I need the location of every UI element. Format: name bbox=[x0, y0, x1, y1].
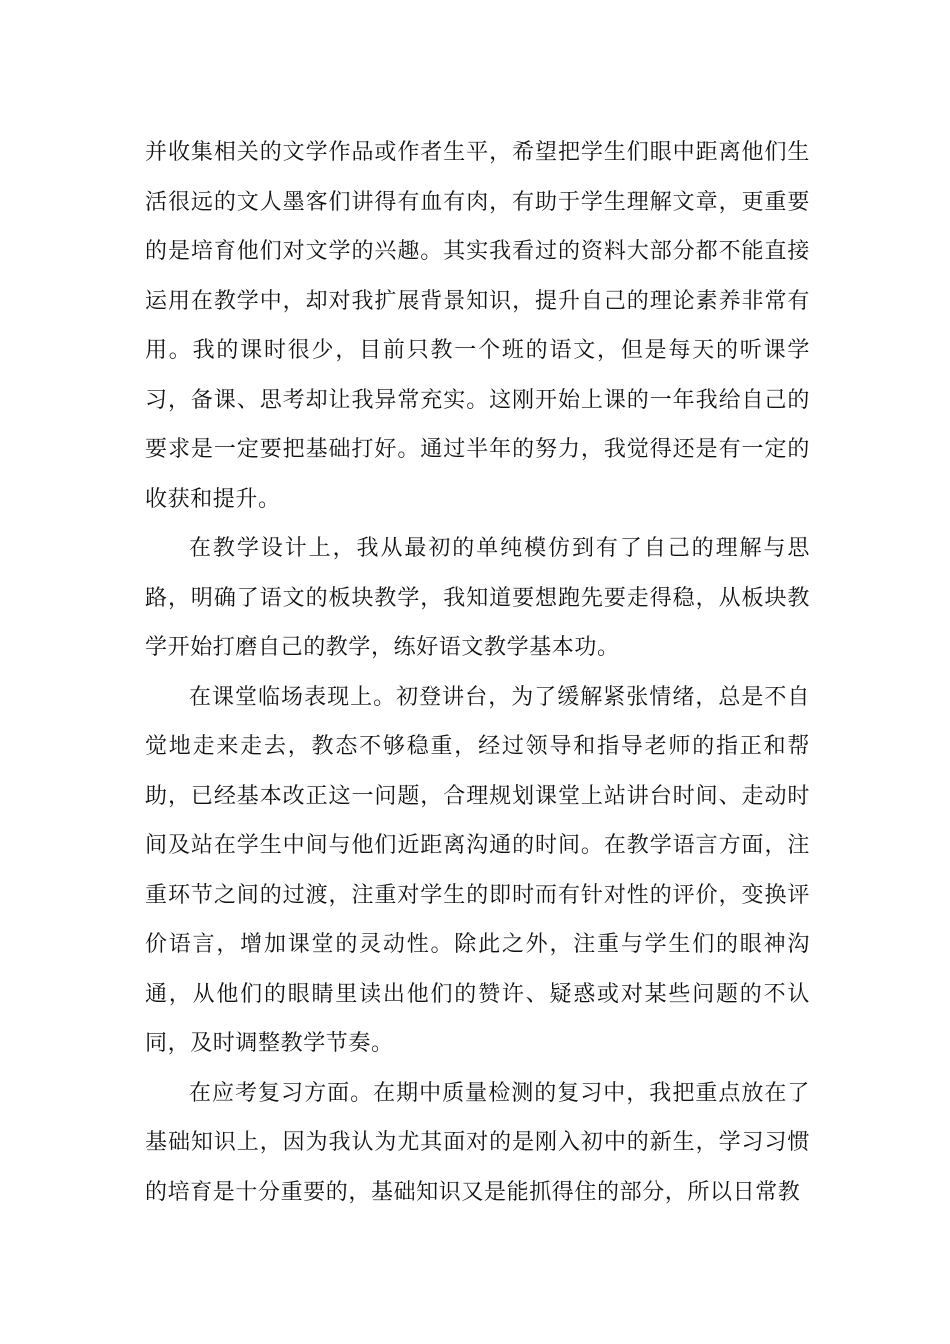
paragraph-4: 在应考复习方面。在期中质量检测的复习中，我把重点放在了基础知识上，因为我认为尤其面对的是刚入初中的新生，学习习惯的培育是十分重要的，基础知识又是能抓得住的部分，所以日常教 bbox=[145, 1080, 810, 1205]
paragraph-2: 在教学设计上，我从最初的单纯模仿到有了自己的理解与思路，明确了语文的板块教学，我知道要想跑先要走得稳，从板块教学开始打磨自己的教学，练好语文教学基本功。 bbox=[145, 536, 810, 660]
paragraph-3: 在课堂临场表现上。初登讲台，为了缓解紧张情绪，总是不自觉地走来走去，教态不够稳重，经过领导和指导老师的指正和帮助，已经基本改正这一问题，合理规划课堂上站讲台时间、走动时间及站在学生中间与他们近距离沟通的时间。在教学语言方面，注重环节之间的过渡，注重对学生的即时而有针对性的评价，变换评价语言，增加课堂的灵动性。除此之外，注重与学生们的眼神沟通，从他们的眼睛里读出他们的赞许、疑惑或对某些问题的不认同，及时调整教学节奏。 bbox=[145, 684, 810, 1056]
document-body bbox=[145, 128, 810, 1217]
paragraph-1: 并收集相关的文学作品或作者生平，希望把学生们眼中距离他们生活很远的文人墨客们讲得有血有肉，有助于学生理解文章，更重要的是培育他们对文学的兴趣。其实我看过的资料大部分都不能直接运用在教学中，却对我扩展背景知识，提升自己的理论素养非常有用。我的课时很少，目前只教一个班的语文，但是每天的听课学习，备课、思考却让我异常充实。这刚开始上课的一年我给自己的要求是一定要把基础打好。通过半年的努力，我觉得还是有一定的收获和提升。 bbox=[145, 140, 810, 512]
